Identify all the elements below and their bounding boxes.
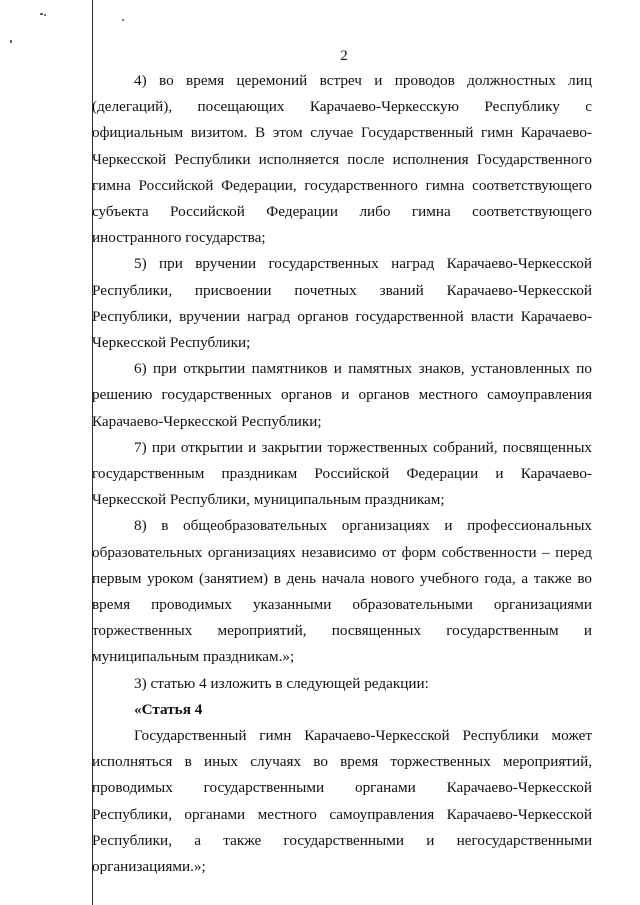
article-heading: «Статья 4 <box>134 700 203 718</box>
scan-speck <box>44 14 46 16</box>
scan-speck <box>122 19 124 21</box>
list-item-6: 6) при открытии памятников и памятных знаков, установленных по решению государственных органов и органов местного самоуправления Карачаево-Черкесской Республики; <box>92 360 592 430</box>
list-item-7: 7) при открытии и закрытии торжественных собраний, посвященных государственным праздникам Российской Федерации и Карачаево-Черкесской Республики, муниципальным праздникам; <box>92 438 592 509</box>
document-body <box>92 68 592 880</box>
list-item-8: 8) в общеобразовательных организациях и профессиональных образовательных организациях независимо от форм собственности – перед первым уроком (занятием) в день начала нового учебного года, а также во время проводимых указанными образовательными организациями торжественных мероприятий, посвященных государственным и муниципальным праздникам.»; <box>92 517 592 666</box>
amendment-instruction: 3) статью 4 изложить в следующей редакции: <box>134 674 429 692</box>
article-text: Государственный гимн Карачаево-Черкесской Республики может исполняться в иных случаях во время торжественных мероприятий, проводимых государственными органами Карачаево-Черкесской Республики, органами местного самоуправления Карачаево-Черкесской Республики, а также государственными и негосударственными организациями.»; <box>92 727 592 876</box>
scan-speck <box>10 40 12 43</box>
page-number: 2 <box>340 48 348 64</box>
scan-speck <box>40 13 43 15</box>
list-item-5: 5) при вручении государственных наград Карачаево-Черкесской Республики, присвоении почетных званий Карачаево-Черкесской Республики, вручении наград органов государственной власти Карачаево-Черкесской Республики; <box>92 255 592 352</box>
list-item-4: 4) во время церемоний встреч и проводов должностных лиц (делегаций), посещающих Карачаево-Черкесскую Республику с официальным визитом. В этом случае Государственный гимн Карачаево-Черкесской Республики исполняется после исполнения Государственного гимна Российской Федерации, государственного гимна соответствующего субъекта Российской Федерации либо гимна соответствующего иностранного государства; <box>92 72 592 247</box>
